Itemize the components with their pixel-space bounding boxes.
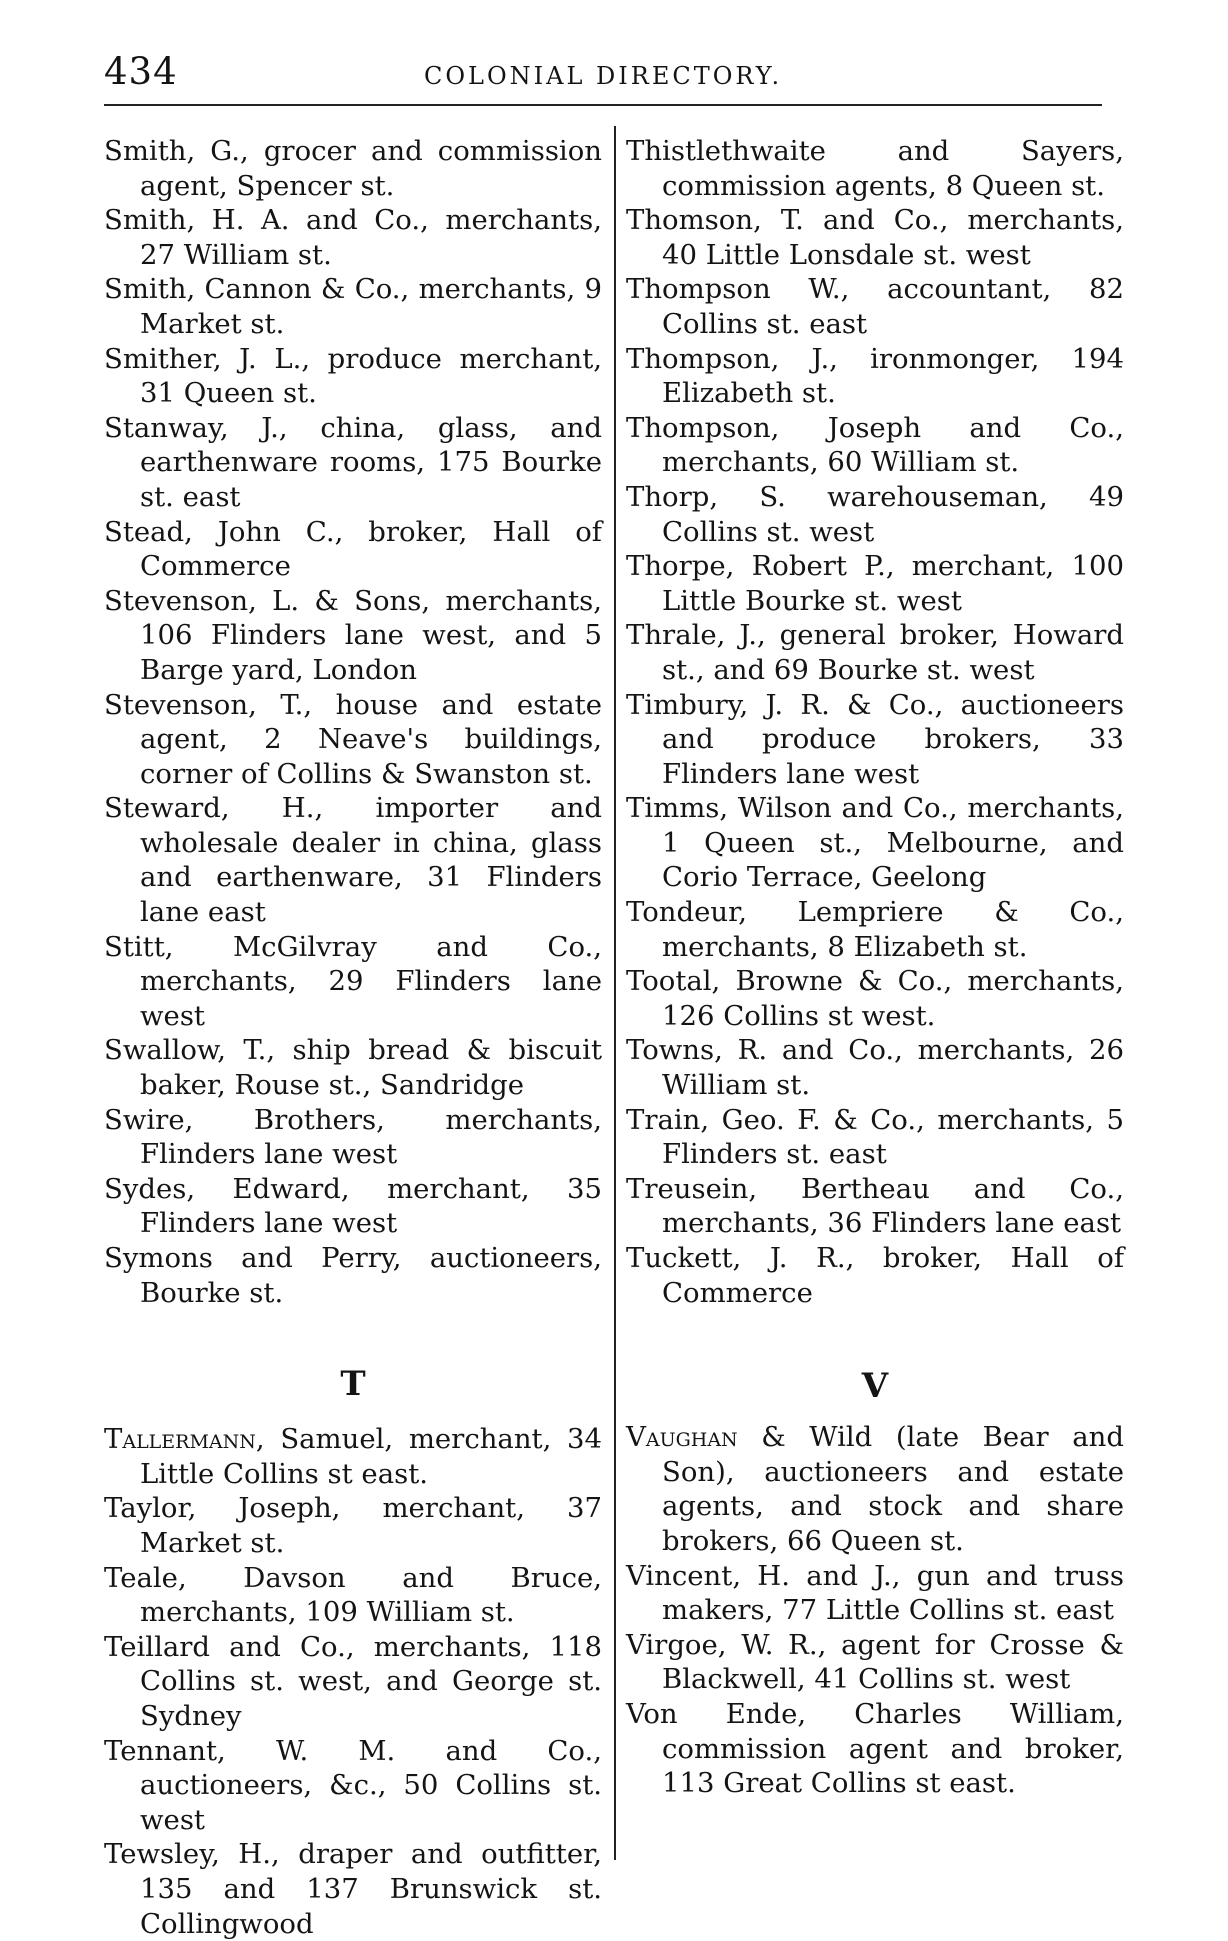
directory-entry: Thomson, T. and Co., merchants, 40 Little Lonsdale st. west: [626, 204, 1124, 271]
header-rule: [104, 104, 1102, 106]
directory-entry: Stevenson, L. & Sons, merchants, 106 Flinders lane west, and 5 Barge yard, London: [104, 584, 602, 686]
directory-entry: Thorpe, Robert P., merchant, 100 Little Bourke st. west: [626, 550, 1124, 617]
directory-entry: Timms, Wilson and Co., merchants, 1 Queen st., Melbourne, and Corio Terrace, Geelong: [626, 792, 1124, 894]
directory-entry: Train, Geo. F. & Co., merchants, 5 Flinders st. east: [626, 1103, 1124, 1171]
directory-entry: Thompson, J., ironmonger, 194 Elizabeth st.: [626, 342, 1124, 410]
directory-entry: Teillard and Co., merchants, 118 Collins st. west, and George st. Sydney: [104, 1630, 602, 1732]
directory-entry: Tondeur, Lempriere & Co., merchants, 8 Elizabeth st.: [626, 896, 1124, 963]
entry-surname: Vaughan: [626, 1421, 738, 1454]
directory-entry: [104, 1422, 602, 1491]
section-heading-t: T: [340, 1364, 366, 1405]
directory-entry: [626, 1420, 1124, 1558]
directory-entry: Thistlethwaite and Sayers, commission agents, 8 Queen st.: [626, 135, 1124, 202]
directory-entry: Thorp, S. warehouseman, 49 Collins st. west: [626, 480, 1124, 548]
directory-entry: Stitt, McGilvray and Co., merchants, 29 Flinders lane west: [104, 930, 602, 1032]
left-column: [104, 134, 602, 1941]
column-divider: [614, 126, 616, 1860]
directory-entry: Tuckett, J. R., broker, Hall of Commerce: [626, 1242, 1124, 1309]
running-title: COLONIAL DIRECTORY.: [424, 62, 783, 90]
directory-entry: Symons and Perry, auctioneers, Bourke st.: [104, 1242, 602, 1309]
directory-entry: Treusein, Bertheau and Co., merchants, 36 Flinders lane east: [626, 1172, 1124, 1240]
directory-entry: Towns, R. and Co., merchants, 26 William st.: [626, 1034, 1124, 1102]
right-column: [626, 134, 1124, 1801]
directory-entry: Thompson, Joseph and Co., merchants, 60 William st.: [626, 411, 1124, 479]
page-number: 434: [104, 50, 178, 93]
directory-entry: Thompson W., accountant, 82 Collins st. east: [626, 273, 1124, 340]
section-heading-v: V: [861, 1366, 889, 1407]
directory-entry: Vincent, H. and J., gun and truss makers, 77 Little Collins st. east: [626, 1559, 1124, 1627]
directory-entry: Teale, Davson and Bruce, merchants, 109 William st.: [104, 1561, 602, 1629]
directory-entry: Swire, Brothers, merchants, Flinders lane west: [104, 1103, 602, 1171]
directory-entry: Stanway, J., china, glass, and earthenware rooms, 175 Bourke st. east: [104, 411, 602, 513]
directory-entry: Virgoe, W. R., agent for Crosse & Blackwell, 41 Collins st. west: [626, 1628, 1124, 1696]
directory-entry: Stevenson, T., house and estate agent, 2 Neave's buildings, corner of Collins & Swanston st.: [104, 688, 602, 790]
directory-entry: Thrale, J., general broker, Howard st., and 69 Bourke st. west: [626, 619, 1124, 686]
entry-details: , Samuel, merchant, 34 Little Collins st east.: [140, 1423, 602, 1490]
directory-entry: Tewsley, H., draper and outfitter, 135 and 137 Brunswick st. Collingwood: [104, 1838, 602, 1940]
page-header: [104, 50, 1104, 100]
entry-details: & Wild (late Bear and Son), auctioneers and estate agents, and stock and share brokers, 66 Queen st.: [662, 1421, 1124, 1557]
directory-entry: Smith, H. A. and Co., merchants, 27 William st.: [104, 204, 602, 271]
directory-entry: Smith, G., grocer and commission agent, Spencer st.: [104, 135, 602, 202]
directory-entry: Taylor, Joseph, merchant, 37 Market st.: [104, 1492, 602, 1559]
directory-entry: Tennant, W. M. and Co., auctioneers, &c., 50 Collins st. west: [104, 1734, 602, 1836]
directory-entry: Sydes, Edward, merchant, 35 Flinders lane west: [104, 1172, 602, 1240]
directory-entry: Tootal, Browne & Co., merchants, 126 Collins st west.: [626, 965, 1124, 1032]
directory-entry: Steward, H., importer and wholesale dealer in china, glass and earthenware, 31 Flinders lane east: [104, 792, 602, 929]
directory-entry: Timbury, J. R. & Co., auctioneers and produce brokers, 33 Flinders lane west: [626, 688, 1124, 790]
directory-entry: Smither, J. L., produce merchant, 31 Queen st.: [104, 342, 602, 410]
directory-entry: Smith, Cannon & Co., merchants, 9 Market st.: [104, 273, 602, 340]
directory-entry: Stead, John C., broker, Hall of Commerce: [104, 515, 602, 583]
entry-surname: Tallermann: [104, 1423, 256, 1456]
directory-entry: Von Ende, Charles William, commission agent and broker, 113 Great Collins st east.: [626, 1697, 1124, 1800]
directory-entry: Swallow, T., ship bread & biscuit baker, Rouse st., Sandridge: [104, 1034, 602, 1102]
